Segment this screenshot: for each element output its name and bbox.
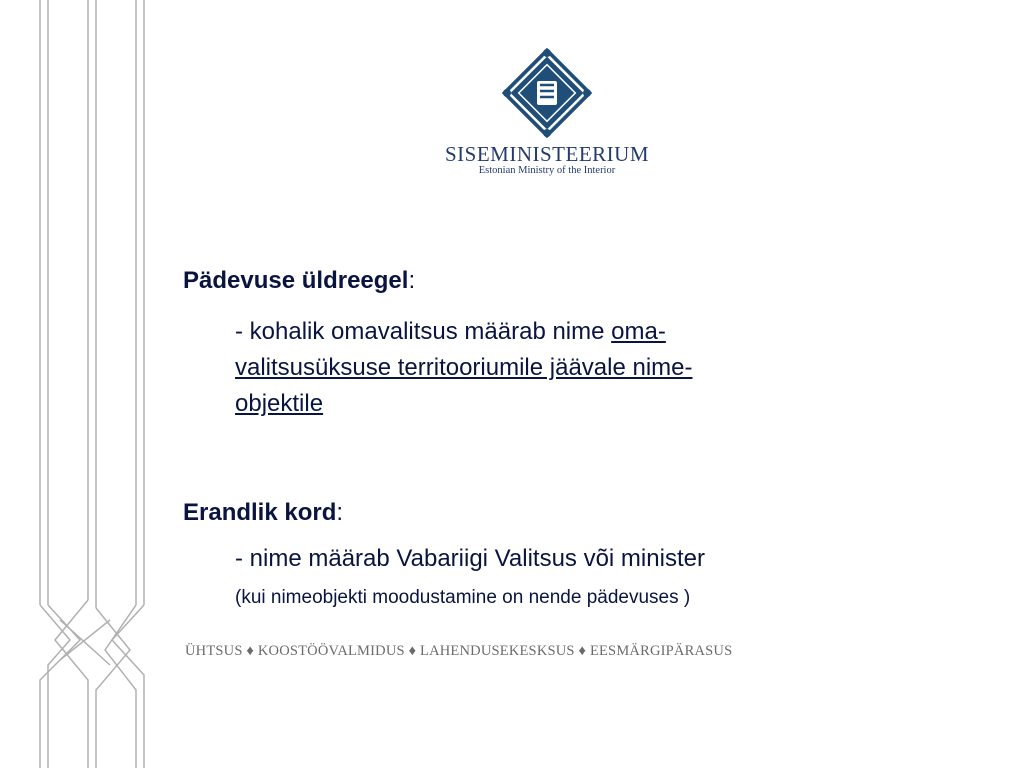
left-border-ornament: [0, 0, 160, 768]
exception-text: - nime määrab Vabariigi Valitsus või minister: [235, 545, 705, 572]
rule-text-prefix: - kohalik omavalitsus määrab nime: [235, 318, 612, 345]
rule-text-underlined: oma-: [611, 318, 666, 345]
heading-colon: :: [408, 267, 416, 294]
values-tagline: ÜHTSUS ♦ KOOSTÖÖVALMIDUS ♦ LAHENDUSEKESKSUS ♦ EESMÄRGIPÄRASUS: [185, 643, 733, 659]
heading-colon: :: [336, 499, 344, 526]
rule-text-underlined-line3: objektile: [235, 390, 324, 417]
heading-text: Pädevuse üldreegel: [183, 267, 409, 294]
exception-note: (kui nimeobjekti moodustamine on nende pädevuses ): [235, 587, 691, 608]
rule-text-underlined-line2: valitsusüksuse territooriumile jäävale nime-: [235, 354, 693, 381]
organization-subtitle: Estonian Ministry of the Interior: [478, 165, 616, 176]
coat-of-arms-icon: [500, 48, 594, 138]
general-rule-text: [235, 314, 915, 422]
organization-name: SISEMINISTEERIUM: [444, 142, 649, 166]
section-heading-exception: [183, 499, 343, 527]
heading-text: Erandlik kord: [183, 499, 337, 526]
section-heading-general-rule: [183, 267, 415, 295]
